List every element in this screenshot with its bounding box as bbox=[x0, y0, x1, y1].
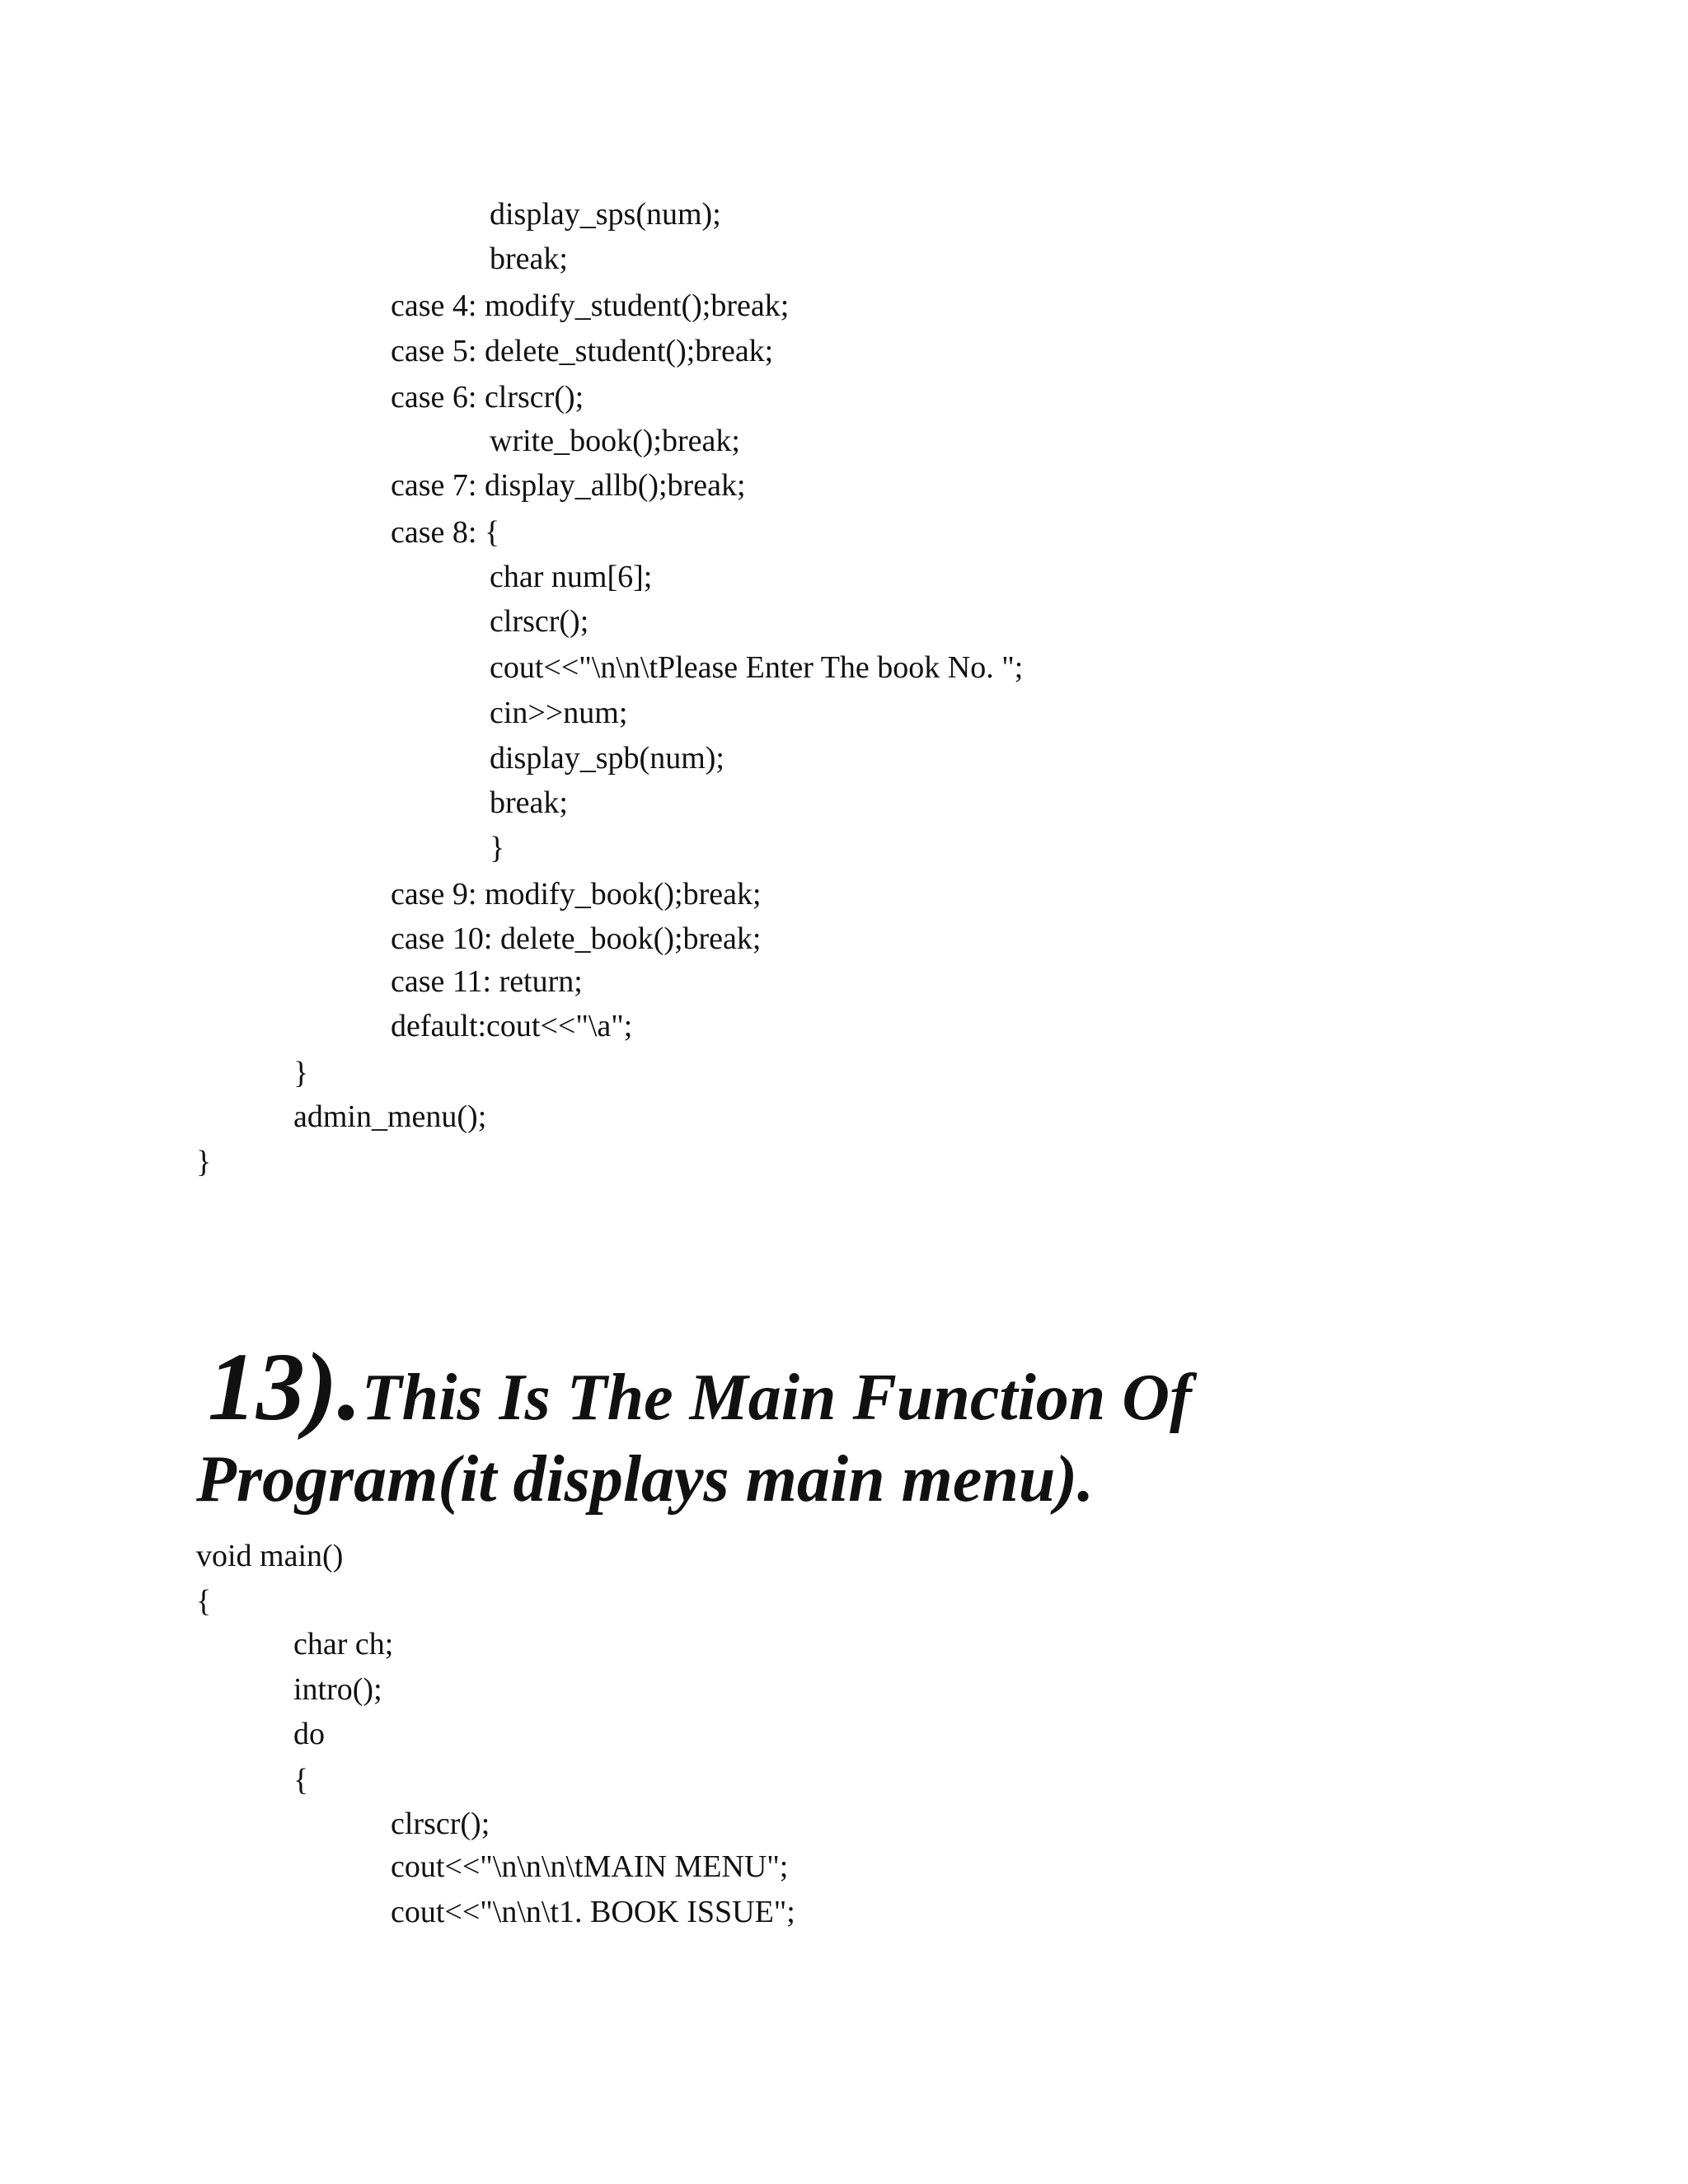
code-line: case 11: return; bbox=[391, 964, 583, 999]
code-line: } bbox=[196, 1145, 212, 1179]
code-line: display_sps(num); bbox=[490, 197, 721, 232]
code-line: break; bbox=[490, 785, 568, 820]
code-line: char ch; bbox=[293, 1627, 394, 1661]
section-title-part-1: This Is The Main Function Of bbox=[361, 1361, 1192, 1434]
code-line: cout<<"\n\n\tPlease Enter The book No. "; bbox=[490, 650, 1024, 685]
code-line: case 6: clrscr(); bbox=[391, 380, 584, 415]
code-line: case 5: delete_student();break; bbox=[391, 334, 774, 368]
code-line: clrscr(); bbox=[490, 604, 589, 639]
code-line: default:cout<<"\a"; bbox=[391, 1009, 633, 1043]
code-line: break; bbox=[490, 241, 568, 276]
code-line: } bbox=[490, 831, 505, 865]
section-number: 13). bbox=[208, 1333, 362, 1441]
code-line: clrscr(); bbox=[391, 1807, 490, 1841]
code-line: display_spb(num); bbox=[490, 741, 724, 776]
code-line: { bbox=[196, 1584, 212, 1619]
code-line: case 9: modify_book();break; bbox=[391, 877, 762, 912]
code-line: char num[6]; bbox=[490, 560, 653, 594]
section-heading-line-2: Program(it displays main menu). bbox=[196, 1443, 1094, 1516]
code-line: case 10: delete_book();break; bbox=[391, 921, 762, 956]
code-line: intro(); bbox=[293, 1672, 382, 1707]
code-line: case 8: { bbox=[391, 515, 500, 550]
code-line: write_book();break; bbox=[490, 424, 740, 458]
code-line: cout<<"\n\n\n\tMAIN MENU"; bbox=[391, 1849, 789, 1884]
code-line: { bbox=[293, 1763, 309, 1797]
code-line: case 4: modify_student();break; bbox=[391, 288, 790, 323]
code-line: admin_menu(); bbox=[293, 1099, 487, 1134]
code-line: case 7: display_allb();break; bbox=[391, 468, 746, 503]
code-line: cout<<"\n\n\t1. BOOK ISSUE"; bbox=[391, 1895, 795, 1929]
code-line: do bbox=[293, 1717, 325, 1751]
code-line: void main() bbox=[196, 1539, 344, 1573]
code-line: cin>>num; bbox=[490, 696, 628, 730]
code-line: } bbox=[293, 1056, 309, 1090]
